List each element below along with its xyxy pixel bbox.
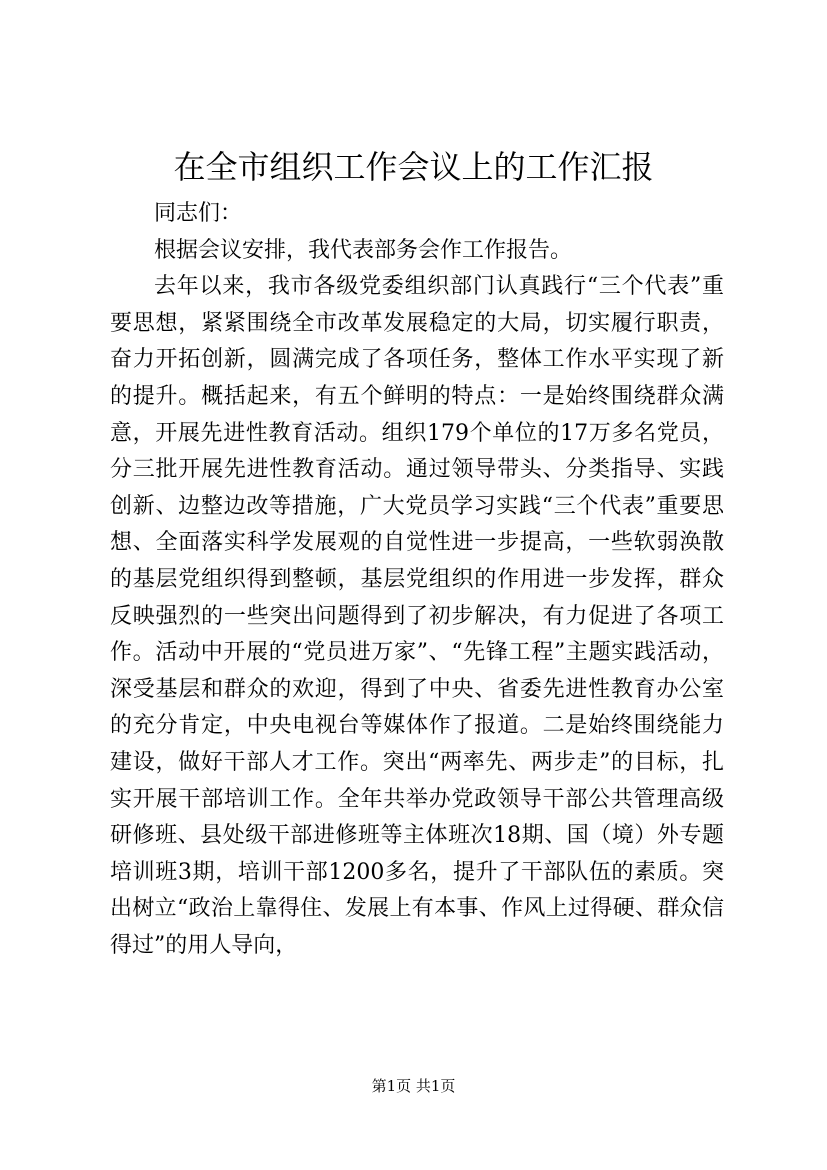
document-body — [110, 196, 724, 964]
main-paragraph: 去年以来，我市各级党委组织部门认真践行“三个代表”重要思想，紧紧围绕全市改革发展稳定的大局，切实履行职责，奋力开拓创新，圆满完成了各项任务，整体工作水平实现了新的提升。概括起来，有五个鲜明的特点：一是始终围绕群众满意，开展先进性教育活动。组织179个单位的17万多名党员，分三批开展先进性教育活动。通过领导带头、分类指导、实践创新、边整边改等措施，广大党员学习实践“三个代表”重要思想、全面落实科学发展观的自觉性进一步提高，一些软弱涣散的基层党组织得到整顿，基层党组织的作用进一步发挥，群众反映强烈的一些突出问题得到了初步解决，有力促进了各项工作。活动中开展的“党员进万家”、“先锋工程”主题实践活动，深受基层和群众的欢迎，得到了中央、省委先进性教育办公室的充分肯定，中央电视台等媒体作了报道。二是始终围绕能力建设，做好干部人才工作。突出“两率先、两步走”的目标，扎实开展干部培训工作。全年共举办党政领导干部公共管理高级研修班、县处级干部进修班等主体班次18期、国（境）外专题培训班3期，培训干部1200多名，提升了干部队伍的素质。突出树立“政治上靠得住、发展上有本事、作风上过得硬、群众信得过”的用人导向， — [110, 274, 724, 958]
intro-paragraph: 根据会议安排，我代表部务会作工作报告。 — [154, 237, 573, 263]
greeting-paragraph: 同志们： — [154, 201, 243, 226]
page-footer — [0, 1076, 827, 1096]
page-number-indicator: 第1页 共1页 — [371, 1077, 456, 1095]
document-title: 在全市组织工作会议上的工作汇报 — [173, 148, 654, 186]
